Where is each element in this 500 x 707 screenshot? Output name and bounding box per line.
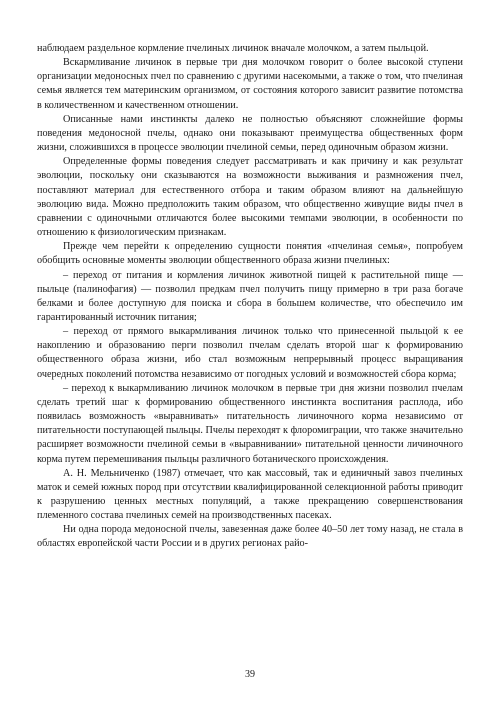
body-text bbox=[37, 42, 463, 552]
page-number: 39 bbox=[245, 669, 255, 680]
paragraph: Прежде чем перейти к определению сущности понятия «пчелиная семья», попробуем обобщить основные моменты эволюции общественного образа жизни пчелиных: bbox=[37, 241, 463, 267]
paragraph: Вскармливание личинок в первые три дня молочком говорит о более высокой ступени организации медоносных пчел по сравнению с другими насекомыми, а также о том, что пчелиная семья является тем материнским организмом, от состояния которого зависит развитие потомства в количественном и качественном отношении. bbox=[37, 57, 463, 111]
paragraph: А. Н. Мельниченко (1987) отмечает, что как массовый, так и единичный завоз пчелиных маток и семей южных пород при отсутствии квалифицированной селекционной работы приводит к разрушению ценных местных популяций, а также прекращению совершенствования племенного состава пчелиных семей на производственных пасеках. bbox=[37, 467, 463, 522]
list-item-paragraph: – переход от питания и кормления личинок животной пищей к растительной пище — пыльце (палинофагия) — позволил предкам пчел получить пищу примерно в три раза богаче белками и более доступную для поиска и сбора в большем количестве, что обеспечило им гарантированный источник питания; bbox=[37, 269, 463, 323]
list-item-paragraph: – переход к выкармливанию личинок молочком в первые три дня жизни позволил пчелам сделать третий шаг к формированию общественного инстинкта воспитания расплода, ибо появилась возможность «выравнивать» питательность личиночного корма независимо от питательности поступающей пыльцы. Пчелы переходят к флоромиграции, что также значительно расширяет возможности пчелиной семьи в «выравнивании» питательной ценности личиночного корма путем перемешивания пыльцы различного ботанического происхождения. bbox=[37, 382, 463, 465]
paragraph: Ни одна порода медоносной пчелы, завезенная даже более 40–50 лет тому назад, не стала в областях европейской части России и в других регионах райо- bbox=[37, 524, 463, 550]
paragraph: Описанные нами инстинкты далеко не полностью объясняют сложнейшие формы поведения медоносной пчелы, однако они показывают преимущества общественных форм жизни, сложившихся в процессе эволюции пчелиной семьи, перед одиночным образом жизни. bbox=[37, 113, 463, 154]
paragraph: Определенные формы поведения следует рассматривать и как причину и как результат эволюции, поскольку они сказываются на возможности выживания и размножения пчел, поставляют материал для естественного отбора и таким образом влияют на дальнейшую эволюцию вида. Можно предположить таким образом, что общественно живущие виды пчел в сравнении с одиночными отличаются более высокими темпами эволюции, в особенности по отношению к физиологическим признакам. bbox=[37, 156, 463, 239]
paragraph: наблюдаем раздельное кормление пчелиных личинок вначале молочком, а затем пыльцой. bbox=[37, 43, 429, 54]
list-item-paragraph: – переход от прямого выкармливания личинок только что принесенной пыльцой к ее накоплению и образованию перги позволил пчелам сделать второй шаг к формированию общественного образа жизни, ибо стал возможным непрерывный процесс выращивания очередных поколений потомства независимо от погодных условий и возможностей сбора корма; bbox=[37, 326, 463, 380]
